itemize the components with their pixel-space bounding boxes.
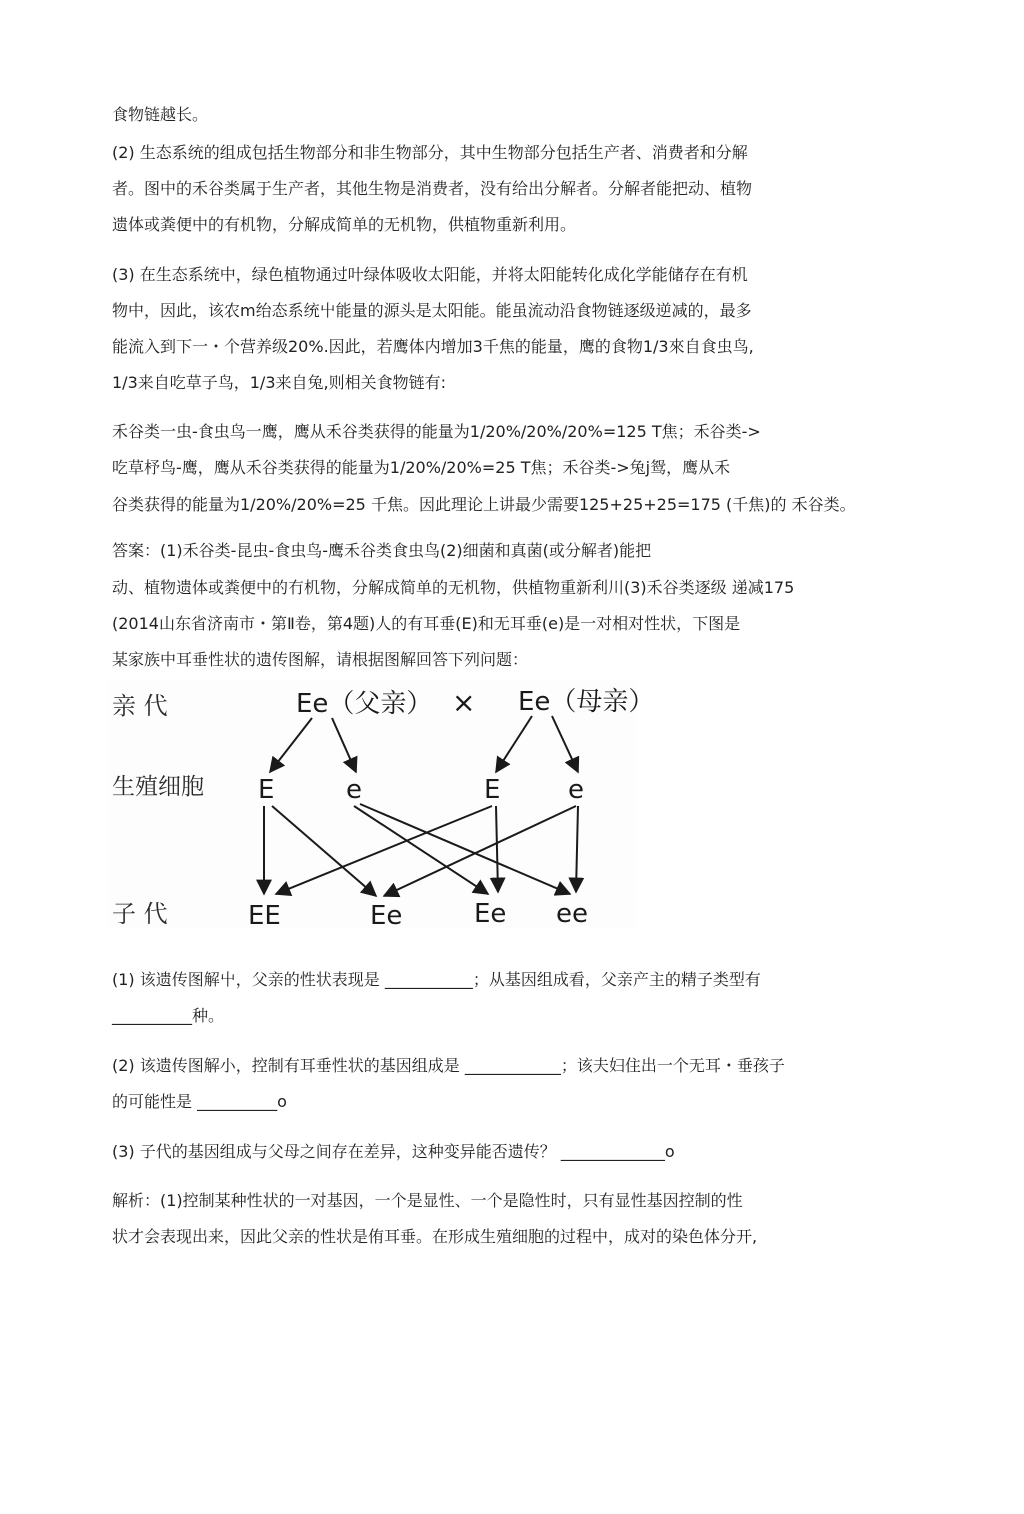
text-line-4: 遗体或粪便中的有机物，分解成简单的无机物，供植物重新利用。	[112, 215, 577, 234]
offspring-Ee-2: Ee	[474, 899, 507, 929]
gamete-father-e: e	[346, 775, 362, 805]
father-genotype: Ee（父亲）	[296, 689, 433, 719]
fertilization-arrows	[264, 804, 578, 896]
text-line-9: 禾谷类一虫-食虫鸟一鹰，鹰从禾谷类获得的能量为1/20%/20%/20%=125 T焦；禾谷类->	[112, 422, 761, 441]
text-line-3: 者。图中的禾谷类属于生产者，其他生物是消费者，没有给出分解者。分解者能把动、植物	[112, 179, 753, 198]
text-line-22: 状才会表现出来，因此父亲的性状是侑耳垂。在形成生殖细胞的过程中，成对的染色体分开,	[112, 1227, 758, 1246]
offspring-ee: ee	[556, 899, 588, 929]
text-line-21: 解析：(1)控制某种性状的一对基因，一个是显性、一个是隐性时，只有显性基因控制的性	[112, 1191, 743, 1210]
text-line-18: (2) 该遗传图解小，控制有耳垂性状的基因组成是 ____________；该夫妇住出一个无耳・垂孩子	[112, 1056, 785, 1075]
text-line-14: (2014山东省济南市・第Ⅱ卷，第4题)人的有耳垂(E)和无耳垂(e)是一对相对性状，下图是	[112, 614, 741, 633]
gamete-mother-E: E	[484, 775, 501, 805]
label-offspring: 子 代	[112, 900, 168, 928]
text-line-15: 某家族中耳垂性状的遗传图解，请根据图解回答下列问题：	[112, 650, 529, 669]
text-line-2: (2) 生态系统的组成包括生物部分和非生物部分，其中生物部分包括生产者、消费者和分解	[112, 143, 748, 162]
text-line-8: 1/3来自吃草子鸟，1/3来自兔,则相关食物链有:	[112, 373, 446, 392]
text-line-13: 动、植物遗体或粪便中的冇机物，分解成简单的无机物，供植物重新利川(3)禾谷类逐级 递减175	[112, 578, 795, 597]
text-line-16: (1) 该遗传图解屮，父亲的性状表现是 ___________；从基因组成看，父亲产主的精子类型有	[112, 970, 761, 989]
text-line-19: 的可能性是 __________o	[112, 1092, 287, 1111]
label-gametes: 生殖细胞	[112, 774, 204, 800]
text-line-5: (3) 在生态系统中，绿色植物通过叶绿体吸收太阳能，并将太阳能转化成化学能储存在有机	[112, 265, 748, 284]
mother-genotype: Ee（母亲）	[518, 687, 655, 717]
text-line-6: 物中，因此，该农m绐态系统屮能量的源头是太阳能。能虽流动沿食物链逐级逆减的，最多	[112, 301, 752, 320]
gamete-mother-e: e	[568, 775, 584, 805]
text-line-20: (3) 子代的基因组成与父母之间存在差异，这种变异能否遗传？ _____________o	[112, 1142, 675, 1161]
text-line-12: 答案：(1)禾谷类-昆虫-食虫鸟-鹰禾谷类食虫鸟(2)细菌和真菌(或分解者)能把	[112, 541, 652, 560]
parent-arrows	[270, 716, 578, 772]
offspring-Ee-1: Ee	[370, 901, 403, 931]
text-line-11: 谷类获得的能量为1/20%/20%=25 千焦。因此理论上讲最少需要125+25+25=175 (千焦)的 禾谷类。	[112, 495, 856, 514]
label-parents: 亲 代	[112, 692, 168, 720]
inheritance-diagram	[108, 680, 655, 931]
text-line-10: 吃草杼鸟-鹰，鹰从禾谷类获得的能量为1/20%/20%=25 T焦；禾谷类->兔j鸳，鹰从禾	[112, 458, 731, 477]
text-line-7: 能流入到下一・个营养级20%.因此，若鹰体内增加3千焦的能量，鹰的食物1/3來自食虫鸟,	[112, 337, 754, 356]
text-line-17: __________种。	[112, 1006, 225, 1025]
offspring-EE: EE	[248, 901, 281, 931]
text-line-1: 食物链越长。	[112, 105, 209, 124]
gamete-father-E: E	[258, 775, 275, 805]
cross-symbol: ×	[452, 686, 476, 719]
